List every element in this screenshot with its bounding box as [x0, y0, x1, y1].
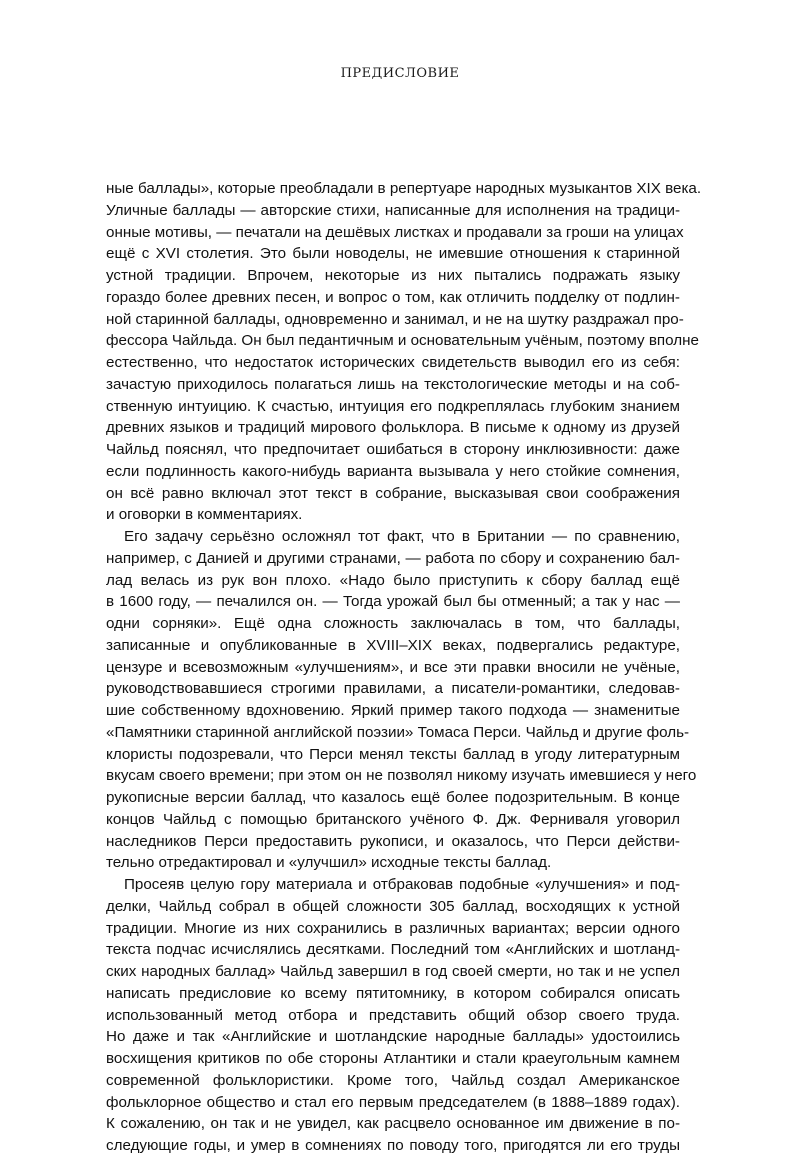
text-line: ещё с XVI столетия. Это были новоделы, не имевшие отношения к старинной	[106, 245, 680, 263]
body-text	[106, 178, 702, 1157]
text-line: Просеяв целую гору материала и отбраковав подобные «улучшения» и под-	[124, 876, 680, 893]
text-line: естественно, что недостаток исторических свидетельств выводил его из себя:	[106, 354, 680, 371]
text-line: фессора Чайльда. Он был педантичным и основательным учёным, поэтому вполне	[106, 332, 699, 350]
text-line: наследников Перси предоставить рукописи, и оказалось, что Перси действи-	[106, 832, 680, 850]
text-line: ной старинной баллады, одновременно и занимал, и не на шутку раздражал про-	[106, 310, 684, 328]
text-line: ских народных баллад» Чайльд завершил в год своей смерти, но так и не успел	[106, 963, 680, 980]
text-line: ственную интуицию. К счастью, интуиция его подкреплялась глубоким знанием	[106, 397, 680, 415]
text-line: современной фольклористики. Кроме того, Чайльд создал Американское	[106, 1071, 680, 1089]
text-line: делки, Чайльд собрал в общей сложности 305 баллад, восходящих к устной	[106, 897, 680, 915]
text-line: использованный метод отбора и представить общий обзор своего труда.	[106, 1006, 680, 1024]
text-line: фольклорное общество и стал его первым председателем (в 1888–1889 годах).	[106, 1093, 680, 1111]
text-line: он всё равно включал этот текст в собрание, высказывая свои соображения	[106, 484, 680, 502]
text-line: если подлинность какого-нибудь варианта вызывала у него стойкие сомнения,	[106, 462, 680, 480]
text-line: цензуре и всевозможным «улучшениям», и все эти правки вносили не учёные,	[106, 658, 680, 676]
text-line: зачастую приходилось полагаться лишь на текстологические методы и на соб-	[106, 375, 680, 393]
text-line: следующие годы, и умер в сомнениях по поводу того, пригодятся ли его труды	[106, 1137, 680, 1154]
text-line: Но даже и так «Английские и шотландские народные баллады» удостоились	[106, 1028, 680, 1046]
text-line: устной традиции. Впрочем, некоторые из них пытались подражать языку	[106, 267, 680, 284]
text-line: «Памятники старинной английской поэзии» Томаса Перси. Чайльд и другие фоль-	[106, 723, 690, 741]
text-line: например, с Данией и другими странами, — работа по сбору и сохранению бал-	[106, 549, 680, 567]
text-line: одни сорняки». Ещё одна сложность заключалась в том, что баллады,	[106, 615, 680, 632]
text-line: лад велась из рук вон плохо. «Надо было приступить к сбору баллад ещё	[106, 571, 680, 589]
text-line: и оговорки в комментариях.	[106, 506, 303, 524]
text-line: Чайльд пояснял, что предпочитает ошибаться в сторону инклюзивности: даже	[106, 441, 680, 458]
text-line: вкусам своего времени; при этом он не позволял никому изучать имевшиеся у него	[106, 767, 697, 785]
text-line: концов Чайльд с помощью британского учёного Ф. Дж. Ферниваля уговорил	[106, 810, 680, 828]
text-line: восхищения критиков по обе стороны Атлантики и стали краеугольным камнем	[106, 1050, 680, 1067]
text-line: гораздо более древних песен, и вопрос о том, как отличить подделку от подлин-	[106, 288, 680, 306]
text-line: онные мотивы, — печатали на дешёвых листках и продавали за гроши на улицах	[106, 223, 684, 241]
text-line: написать предисловие ко всему пятитомнику, в котором собирался описать	[106, 984, 680, 1002]
text-line: древних языков и традиций мирового фольклора. В письме к одному из друзей	[106, 419, 680, 437]
text-line: традиции. Многие из них сохранились в различных вариантах; версии одного	[106, 919, 680, 937]
text-line: рукописные версии баллад, что казалось ещё более подозрительным. В конце	[106, 789, 680, 806]
text-line: записанные и опубликованные в XVIII–XIX веках, подвергались редактуре,	[106, 636, 680, 654]
text-line: в 1600 году, — печалился он. — Тогда урожай был бы отменный; а так у нас —	[106, 593, 680, 611]
text-line: текста подчас исчислялись десятками. Последний том «Английских и шотланд-	[106, 941, 680, 959]
running-header: ПРЕДИСЛОВИЕ	[340, 66, 460, 81]
text-line: Уличные баллады — авторские стихи, написанные для исполнения на традици-	[106, 201, 680, 219]
text-line: тельно отредактировал и «улучшил» исходные тексты баллад.	[106, 854, 552, 872]
text-line: руководствовавшиеся строгими правилами, а писатели-романтики, следовав-	[106, 680, 680, 698]
text-line: клористы подозревали, что Перси менял тексты баллад в угоду литературным	[106, 745, 680, 763]
text-line: К сожалению, он так и не увидел, как расцвело основанное им движение в по-	[106, 1115, 680, 1133]
text-line: ные баллады», которые преобладали в репертуаре народных музыкантов XIX века.	[106, 180, 702, 197]
text-line: Его задачу серьёзно осложнял тот факт, что в Британии — по сравнению,	[124, 528, 680, 545]
text-line: шие собственному вдохновению. Яркий пример такого подхода — знаменитые	[106, 702, 680, 719]
